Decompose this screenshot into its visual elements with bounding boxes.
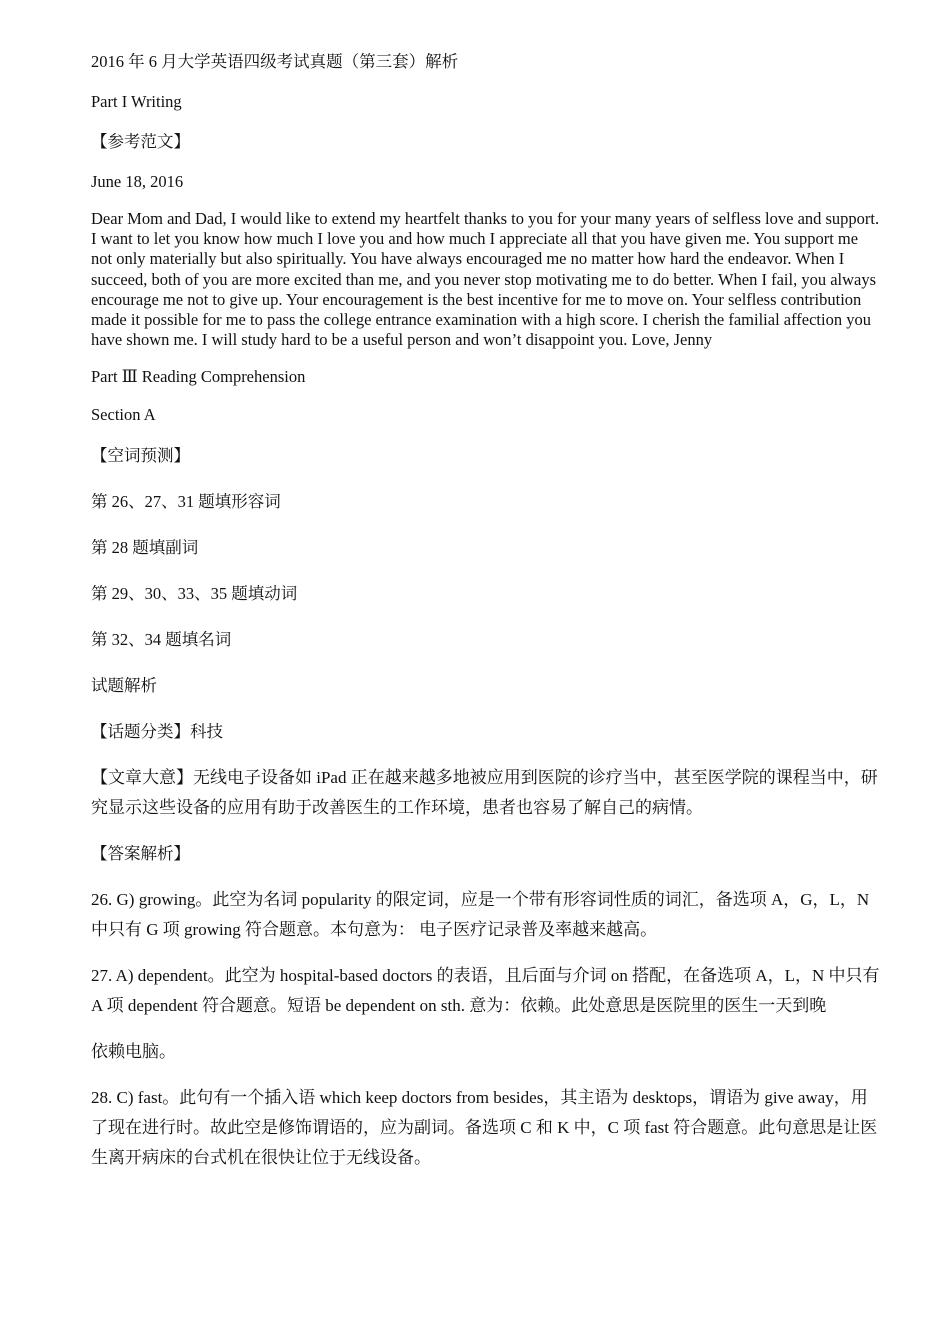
- part3-heading: Part Ⅲ Reading Comprehension: [91, 367, 306, 387]
- answer-28: 28. C) fast。此句有一个插入语 which keep doctors from besides，其主语为 desktops，谓语为 give away，用了现在进行时。故此空是修饰谓语的，应为副词。备选项 C 和 K 中，C 项 fast 符合题意。此句意思是让医生离开病床的台式机在很快让位于无线设备。: [91, 1088, 878, 1168]
- article-summary: 【文章大意】无线电子设备如 iPad 正在越来越多地被应用到医院的诊疗当中，甚至医学院的课程当中，研究显示这些设备的应用有助于改善医生的工作环境，患者也容易了解自己的病情。: [91, 768, 878, 818]
- prediction-item: 第 32、34 题填名词: [91, 630, 232, 650]
- topic-category: 【话题分类】科技: [91, 722, 223, 742]
- prediction-item: 第 28 题填副词: [91, 538, 199, 558]
- sample-letter: Dear Mom and Dad, I would like to extend my heartfelt thanks to you for your many years of selfless love and support. I want to let you know how much I love you and how much I appreciate all that you have given me. You support me not only materially but also spiritually. You have always encouraged me no matter how hard the endeavor. When I succeed, both of you are more excited than me, and you never stop motivating me to do better. When I fail, you always encourage me not to give up. Your encouragement is the best incentive for me to move on. Your selfless contribution made it possible for me to pass the college entrance examination with a high score. I cherish the familial affection you have shown me. I will study hard to be a useful person and won’t disappoint you. Love, Jenny: [91, 209, 880, 350]
- document-page: [91, 52, 881, 1173]
- analysis-heading: 试题解析: [91, 676, 157, 696]
- answer-26: 26. G) growing。此空为名词 popularity 的限定词，应是一个带有形容词性质的词汇，备选项 A，G，L，N 中只有 G 项 growing 符合题意。本句意为： 电子医疗记录普及率越来越高。: [91, 890, 870, 940]
- section-heading: Section A: [91, 405, 156, 425]
- document-title: 2016 年 6 月大学英语四级考试真题（第三套）解析: [91, 52, 459, 71]
- answer-27: 27. A) dependent。此空为 hospital-based doctors 的表语，且后面与介词 on 搭配，在备选项 A，L，N 中只有 A 项 dependent 符合题意。短语 be dependent on sth. 意为：依赖。此处意思是医院里的医生一天到晚: [91, 966, 880, 1016]
- prediction-item: 第 26、27、31 题填形容词: [91, 492, 281, 512]
- answer-27-continued: 依赖电脑。: [91, 1042, 176, 1062]
- part1-heading: Part I Writing: [91, 92, 182, 111]
- answers-heading: 【答案解析】: [91, 844, 190, 864]
- prediction-heading: 【空词预测】: [91, 446, 190, 466]
- prediction-item: 第 29、30、33、35 题填动词: [91, 584, 298, 604]
- sample-essay-heading: 【参考范文】: [91, 132, 190, 151]
- letter-date: June 18, 2016: [91, 172, 184, 191]
